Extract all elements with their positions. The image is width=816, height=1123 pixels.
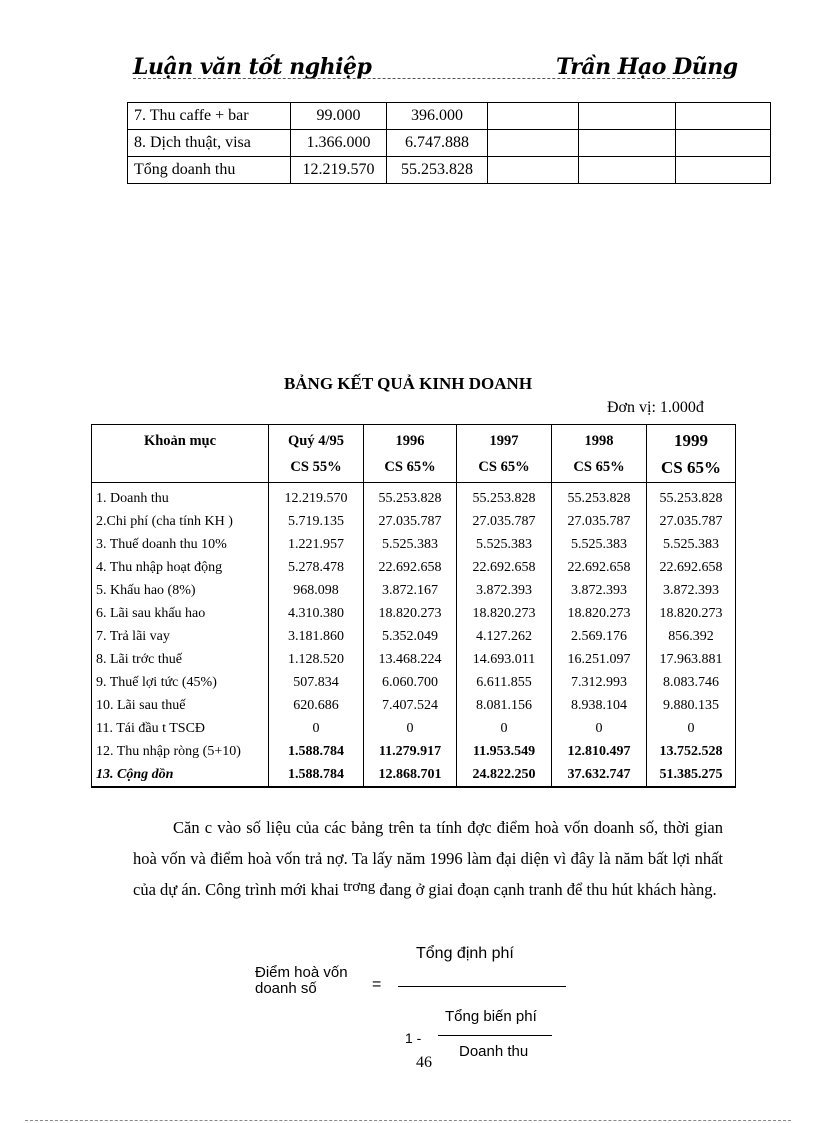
table-row [128, 103, 771, 130]
table-cell: 27.035.787 [647, 510, 736, 533]
table-cell: 8. Dịch thuật, visa [128, 130, 291, 157]
table-cell [488, 157, 579, 184]
table-cell: Tổng doanh thu [128, 157, 291, 184]
table-row [92, 671, 736, 694]
header-left: Luận văn tốt nghiệp [133, 54, 372, 80]
table-cell: 3.872.393 [647, 579, 736, 602]
table-row [92, 579, 736, 602]
table-row [92, 740, 736, 763]
table-cell: 18.820.273 [552, 602, 647, 625]
table-cell: 17.963.881 [647, 648, 736, 671]
table-cell: 0 [269, 717, 364, 740]
formula-numerator: Tổng định phí [416, 945, 514, 962]
table-cell: 3.872.167 [364, 579, 457, 602]
table-cell: 856.392 [647, 625, 736, 648]
table-cell [676, 157, 771, 184]
table-cell [579, 130, 676, 157]
table-cell: 7.312.993 [552, 671, 647, 694]
table-cell: 9.880.135 [647, 694, 736, 717]
row-label: 3. Thuế doanh thu 10% [92, 533, 269, 556]
business-results-table [91, 424, 736, 788]
table-cell: 18.820.273 [457, 602, 552, 625]
formula-one-minus: 1 - [405, 1030, 422, 1046]
table-cell: 55.253.828 [457, 483, 552, 511]
table-cell: 55.253.828 [552, 483, 647, 511]
table-cell: 13.468.224 [364, 648, 457, 671]
table-cell: 968.098 [269, 579, 364, 602]
table-row [128, 130, 771, 157]
inner-fraction-bar [438, 1035, 552, 1036]
table-cell: 12.219.570 [291, 157, 387, 184]
table-cell [676, 103, 771, 130]
table-cell: 5.525.383 [457, 533, 552, 556]
table-cell: 6.747.888 [387, 130, 488, 157]
table-cell: 99.000 [291, 103, 387, 130]
table-cell [488, 103, 579, 130]
table-cell: 22.692.658 [457, 556, 552, 579]
row-label: 10. Lãi sau thuế [92, 694, 269, 717]
analysis-paragraph [133, 812, 723, 907]
table-cell: 7. Thu caffe + bar [128, 103, 291, 130]
table-cell: 11.279.917 [364, 740, 457, 763]
row-label: 4. Thu nhập hoạt động [92, 556, 269, 579]
table-cell: 4.310.380 [269, 602, 364, 625]
table-cell: 55.253.828 [364, 483, 457, 511]
row-label: 13. Cộng dồn [92, 763, 269, 787]
paragraph-word: trơng [343, 879, 376, 895]
header-divider [133, 78, 725, 79]
column-header: Khoản mục [92, 425, 269, 483]
table-row [92, 602, 736, 625]
table-cell: 5.525.383 [647, 533, 736, 556]
row-label: 12. Thu nhập ròng (5+10) [92, 740, 269, 763]
table-cell: 5.525.383 [552, 533, 647, 556]
table-cell: 0 [457, 717, 552, 740]
unit-label: Đơn vị: 1.000đ [607, 399, 704, 416]
header-row [92, 425, 736, 483]
column-header: Quý 4/95 CS 55% [269, 425, 364, 483]
row-label: 1. Doanh thu [92, 483, 269, 511]
table-cell: 6.611.855 [457, 671, 552, 694]
table-cell: 51.385.275 [647, 763, 736, 787]
table-cell: 6.060.700 [364, 671, 457, 694]
column-header: 1997 CS 65% [457, 425, 552, 483]
table-cell: 5.525.383 [364, 533, 457, 556]
table-cell: 1.588.784 [269, 740, 364, 763]
formula-inner-denominator: Doanh thu [459, 1043, 529, 1060]
table-cell: 0 [647, 717, 736, 740]
table-cell: 5.278.478 [269, 556, 364, 579]
table-cell: 55.253.828 [647, 483, 736, 511]
table-cell: 12.868.701 [364, 763, 457, 787]
table-cell: 620.686 [269, 694, 364, 717]
table-cell: 3.872.393 [552, 579, 647, 602]
row-label: 5. Khấu hao (8%) [92, 579, 269, 602]
table-cell: 0 [552, 717, 647, 740]
table-cell: 3.181.860 [269, 625, 364, 648]
row-label: 2.Chi phí (cha tính KH ) [92, 510, 269, 533]
table-cell: 0 [364, 717, 457, 740]
footer-divider [25, 1120, 791, 1121]
table-cell: 27.035.787 [364, 510, 457, 533]
table-cell: 1.221.957 [269, 533, 364, 556]
table-cell: 55.253.828 [387, 157, 488, 184]
table-row [92, 625, 736, 648]
table-cell [676, 130, 771, 157]
table-row [92, 694, 736, 717]
table-cell: 8.083.746 [647, 671, 736, 694]
row-label: 8. Lãi trớc thuế [92, 648, 269, 671]
fraction-bar [398, 986, 566, 987]
paragraph-text: đang ở giai đoạn cạnh tranh để thu hút khách hàng. [375, 880, 717, 899]
table-cell: 7.407.524 [364, 694, 457, 717]
table-row [92, 510, 736, 533]
formula-inner-numerator: Tổng biến phí [445, 1008, 537, 1025]
table-cell: 507.834 [269, 671, 364, 694]
table-row [92, 483, 736, 511]
table-row [128, 157, 771, 184]
table-cell: 8.081.156 [457, 694, 552, 717]
table-cell: 4.127.262 [457, 625, 552, 648]
formula-label: Điểm hoà vốn doanh số [255, 964, 348, 997]
table-cell: 1.588.784 [269, 763, 364, 787]
table-cell: 1.366.000 [291, 130, 387, 157]
table-cell: 5.352.049 [364, 625, 457, 648]
results-table-title: BẢNG KẾT QUẢ KINH DOANH [283, 374, 533, 393]
table-row [92, 717, 736, 740]
table-cell: 18.820.273 [647, 602, 736, 625]
table-cell: 396.000 [387, 103, 488, 130]
table-cell: 18.820.273 [364, 602, 457, 625]
row-label: 11. Tái đầu t TSCĐ [92, 717, 269, 740]
table-cell: 14.693.011 [457, 648, 552, 671]
table-row [92, 648, 736, 671]
row-label: 6. Lãi sau khấu hao [92, 602, 269, 625]
column-header: 1996 CS 65% [364, 425, 457, 483]
page-number: 46 [416, 1054, 432, 1071]
header-right: Trần Hạo Dũng [556, 54, 738, 80]
table-cell [579, 103, 676, 130]
table-cell [579, 157, 676, 184]
table-cell: 11.953.549 [457, 740, 552, 763]
row-label: 9. Thuế lợi tức (45%) [92, 671, 269, 694]
table-cell: 27.035.787 [552, 510, 647, 533]
table-cell [488, 130, 579, 157]
table-cell: 12.810.497 [552, 740, 647, 763]
table-cell: 22.692.658 [552, 556, 647, 579]
table-cell: 12.219.570 [269, 483, 364, 511]
formula-equals: = [372, 976, 382, 993]
table-cell: 22.692.658 [647, 556, 736, 579]
column-header: 1999 CS 65% [647, 425, 736, 483]
table-cell: 37.632.747 [552, 763, 647, 787]
table-cell: 13.752.528 [647, 740, 736, 763]
table-cell: 5.719.135 [269, 510, 364, 533]
table-cell: 27.035.787 [457, 510, 552, 533]
table-cell: 24.822.250 [457, 763, 552, 787]
row-label: 7. Trả lãi vay [92, 625, 269, 648]
revenue-table-continued [127, 102, 771, 184]
table-cell: 3.872.393 [457, 579, 552, 602]
table-row [92, 763, 736, 787]
table-row [92, 533, 736, 556]
paragraph-text: Căn c vào số liệu của các bảng trên ta tính đợc điểm hoà vốn doanh số, thời gian hoà vốn và điểm hoà vốn trả nợ. Ta lấy năm 1996 làm đại diện vì đây là năm bất lợi nhất của dự án. Công trình mới khai [133, 818, 723, 899]
table-cell: 8.938.104 [552, 694, 647, 717]
table-cell: 22.692.658 [364, 556, 457, 579]
table-cell: 2.569.176 [552, 625, 647, 648]
table-cell: 1.128.520 [269, 648, 364, 671]
table-row [92, 556, 736, 579]
column-header: 1998 CS 65% [552, 425, 647, 483]
table-cell: 16.251.097 [552, 648, 647, 671]
